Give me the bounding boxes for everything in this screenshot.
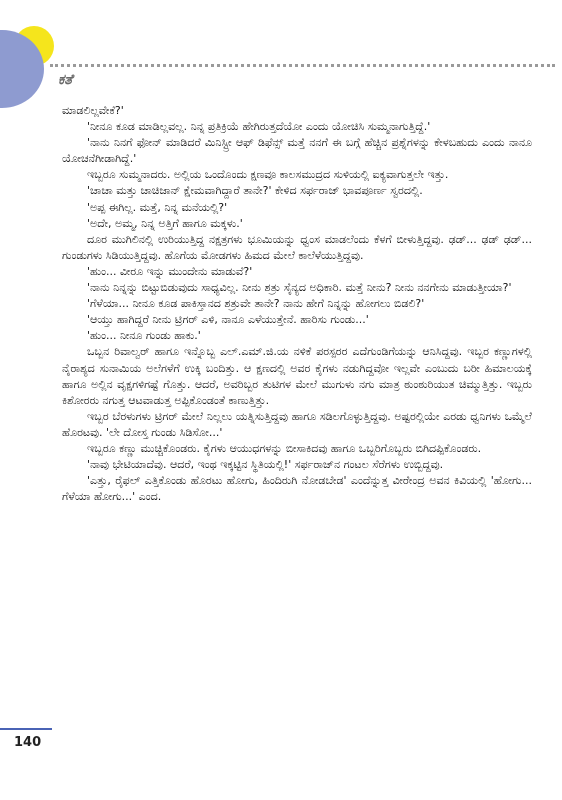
paragraph: 'ಆಯ್ತು ಹಾಗಿದ್ದರೆ ನೀನು ಟ್ರಿಗರ್ ಎಳಿ, ನಾನೂ ಎಳೆಯುತ್ತೇನೆ. ಹಾರಿಸು ಗುಂಡು...': [87, 313, 369, 327]
section-label: ಕತೆ: [58, 72, 73, 88]
header-dotted-rule: [50, 64, 555, 67]
paragraph: 'ಅದೇ, ಅಮ್ಮ, ನಿನ್ನ ಅತ್ತಿಗೆ ಹಾಗೂ ಮಕ್ಕಳು.': [87, 216, 243, 230]
paragraph: 'ಚಾಚಾ ಮತ್ತು ಚಾಚಿಜಾನ್ ಕ್ಷೇಮವಾಗಿದ್ದಾರೆ ತಾನೇ?' ಕೇಳಿದ ಸರ್ಫರಾಜ್ ಭಾವಪೂರ್ಣ ಸ್ವರದಲ್ಲಿ.: [87, 184, 423, 198]
footer-rule: [0, 728, 52, 730]
paragraph: 'ಎತ್ತು, ರೈಫಲ್ ಎತ್ತಿಕೊಂಡು ಹೊರಟು ಹೋಗು, ಹಿಂದಿರುಗಿ ನೋಡಬೇಡ' ಎಂದೆನ್ನುತ್ತ ವೀರೇಂದ್ರ ಅವನ ಕಿವಿಯಲ್ಲಿ 'ಹೋಗು... ಗೆಳೆಯಾ ಹೋಗು...' ಎಂದ.: [62, 474, 532, 504]
paragraph: 'ಹುಂ... ನೀನೂ ಗುಂಡು ಹಾಕು.': [87, 329, 201, 343]
paragraph: 'ನಾವು ಭೇಟಿಯಾದೆವು. ಆದರೆ, ಇಂಥ ಇಕ್ಕಟ್ಟಿನ ಸ್ಥಿತಿಯಲ್ಲಿ!' ಸರ್ಫರಾಜ್‌ನ ಗಂಟಲ ಸೆರೆಗಳು ಉಬ್ಬಿದ್ದವು.: [87, 458, 444, 472]
paragraph: 'ನಾನು ನಿನಗೆ ಫೋನ್ ಮಾಡಿದರೆ ಮಿನಿಸ್ಟ್ರೀ ಆಫ್ ಡಿಫೆನ್ಸ್ ಮತ್ತೆ ನನಗೆ ಈ ಬಗ್ಗೆ ಹೆಚ್ಚಿನ ಪ್ರಶ್ನೆಗಳನ್ನು ಕೇಳಬಹುದು ಎಂದು ನಾನೂ ಯೋಚನೆಗೀಡಾಗಿದ್ದೆ.': [62, 136, 532, 166]
story-body: [62, 103, 532, 505]
paragraph: 'ಅಪ್ಪ ಈಗಿಲ್ಲ. ಮತ್ತೆ, ನಿನ್ನ ಮನೆಯಲ್ಲಿ?': [87, 200, 228, 214]
paragraph: ಒಬ್ಬನ ರಿವಾಲ್ವರ್ ಹಾಗೂ ಇನ್ನೊಬ್ಬ ಎಲ್.ಎಮ್.ಜಿ.ಯ ನಳಿಕೆ ಪರಸ್ಪರರ ಎದೆಗುಂಡಿಗೆಯನ್ನು ಆನಿಸಿದ್ದವು. ಇಬ್ಬರ ಕಣ್ಣುಗಳಲ್ಲಿ ನೈರಾಶ್ಯದ ಸುನಾಮಿಯ ಅಲೆಗಳೆಗೆ ಉಕ್ಕಿ ಬಂದಿತ್ತು. ಆ ಕ್ಷಣದಲ್ಲಿ ಅವರ ಕೈಗಳು ನಡುಗಿದ್ದವೋ ಇಲ್ಲವೇ ಎಂಬುದು ಬರೀ ಹಿಮಾಲಯಕ್ಕೆ ಹಾಗೂ ಅಲ್ಲಿನ ವೃಕ್ಷಗಳಿಗಷ್ಟೆ ಗೊತ್ತು. ಆದರೆ, ಅವರಿಬ್ಬರ ತುಟಿಗಳ ಮೇಲೆ ಮುಗುಳು ನಗು ಮಾತ್ರ ಠುಂಠುರಿಯುತ ಚಿಮ್ಮುತ್ತಿತ್ತು. ಇಬ್ಬರು ಕಿಶೋರರು ನಗುತ್ತ ಆಟವಾಡುತ್ತ ಅಪ್ಪಿಕೊಂಡಂತೆ ಕಾಣುತ್ತಿತ್ತು.: [62, 345, 532, 407]
paragraph: 'ನಾನು ನಿನ್ನನ್ನು ಬಿಟ್ಟುಬಿಡುವುದು ಸಾಧ್ಯವಿಲ್ಲ. ನೀನು ಶತ್ರು ಸೈನ್ಯದ ಅಧಿಕಾರಿ. ಮತ್ತೆ ನೀನು? ನೀನು ನನಗೇನು ಮಾಡುತ್ತೀಯಾ?': [87, 281, 512, 295]
paragraph: 'ಹುಂ... ವೀರೂ ಇನ್ನು ಮುಂದೇನು ಮಾಡುವೆ?': [87, 264, 253, 278]
page-number: 140: [14, 735, 42, 750]
paragraph: ದೂರ ಮುಗಿಲಿನಲ್ಲಿ ಉರಿಯುತ್ತಿದ್ದ ನಕ್ಷತ್ರಗಳು ಭೂಮಿಯನ್ನು ಧ್ವಂಸ ಮಾಡಲೆಂದು ಕೆಳಗೆ ಬೀಳುತ್ತಿದ್ದವು. ಢಡ್... ಢಡ್ ಢಡ್... ಗುಂಡುಗಳು ಸಿಡಿಯುತ್ತಿದ್ದವು. ಹೊಗೆಯ ಮೋಡಗಳು ಹಿಮದ ಮೇಲೆ ಕಾಲೆಳೆಯುತ್ತಿದ್ದವು.: [62, 232, 532, 262]
paragraph: 'ಗೆಳೆಯಾ... ನೀನೂ ಕೂಡ ಪಾಕಿಸ್ತಾನದ ಶತ್ರುವೇ ತಾನೇ? ನಾನು ಹೇಗೆ ನಿನ್ನನ್ನು ಹೋಗಲು ಬಿಡಲಿ?': [87, 297, 425, 311]
paragraph: ಮಾಡಲಿಲ್ಲವೇಕೆ?': [62, 104, 124, 117]
paragraph: 'ನೀನೂ ಕೂಡ ಮಾಡಿಲ್ಲವಲ್ಲ. ನಿನ್ನ ಪ್ರತಿಕ್ರಿಯೆ ಹೇಗಿರುತ್ತದೆಯೋ ಎಂದು ಯೋಚಿಸಿ ಸುಮ್ಮನಾಗುತ್ತಿದ್ದೆ.': [87, 120, 431, 134]
corner-decoration: [0, 0, 60, 110]
paragraph: ಇಬ್ಬರೂ ಸುಮ್ಮನಾದರು. ಅಲ್ಲಿಯ ಒಂದೊಂದು ಕ್ಷಣವೂ ಕಾಲಸಮುದ್ರದ ಸುಳಿಯಲ್ಲಿ ಐಕ್ಯವಾಗುತ್ತಲೇ ಇತ್ತು.: [87, 168, 449, 182]
paragraph: ಇಬ್ಬರೂ ಕಣ್ಣು ಮುಚ್ಚಿಕೊಂಡರು. ಕೈಗಳು ಆಯುಧಗಳನ್ನು ಬೀಸಾಕಿದವು ಹಾಗೂ ಒಬ್ಬರಿಗೊಬ್ಬರು ಬಿಗಿದಪ್ಪಿಕೊಂಡರು.: [87, 441, 482, 455]
paragraph: ಇಬ್ಬರ ಬೆರಳುಗಳು ಟ್ರಿಗರ್ ಮೇಲೆ ನಿಲ್ಲಲು ಯತ್ನಿಸುತ್ತಿದ್ದವು ಹಾಗೂ ಸಡಿಲಗೊಳ್ಳುತ್ತಿದ್ದವು. ಅಷ್ಟರಲ್ಲಿಯೇ ಎರಡು ಧ್ವನಿಗಳು ಒಮ್ಮೆಲೆ ಹೊರಟವು. 'ಲೇ ದೋಸ್ತ ಗುಂಡು ಸಿಡಿಸೋ...': [62, 409, 532, 439]
